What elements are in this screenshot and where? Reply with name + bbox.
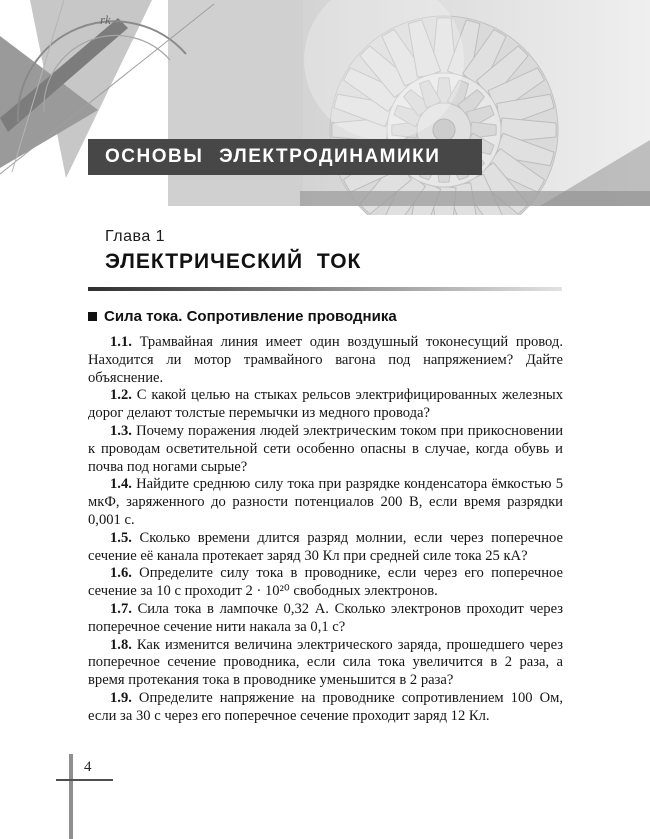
gradient-rule [88, 287, 562, 291]
chapter-heading [105, 228, 361, 274]
part-title: ОСНОВЫ ЭЛЕКТРОДИНАМИКИ [105, 146, 441, 167]
section-title: Сила тока. Сопротивление проводника [104, 308, 397, 325]
problem-text: Трамвайная линия имеет один воздушный токонесущий провод. Находится ли мотор трамвайного вагона под напряжением? Дайте объяснение. [88, 334, 563, 386]
problem-item [88, 601, 563, 637]
problem-text: Сила тока в лампочке 0,32 А. Сколько электронов проходит через поперечное сечение нити накала за 0,1 с? [88, 600, 563, 635]
problem-item [88, 530, 563, 566]
header-collage [0, 0, 650, 215]
print-mark-vertical [69, 754, 73, 839]
problem-text: С какой целью на стыках рельсов электрифицированных железных дорог делают толстые перемычки из медного провода? [88, 387, 563, 422]
problem-number: 1.3. [110, 422, 132, 439]
problem-item [88, 423, 563, 476]
problem-number: 1.7. [110, 600, 132, 617]
problem-number: 1.2. [110, 387, 132, 404]
problem-text: Определите напряжение на проводнике сопротивлением 100 Ом, если за 30 с через его поперечное сечение проходит заряд 12 Кл. [88, 689, 563, 724]
part-title-banner [88, 139, 482, 175]
problem-text: Как изменится величина электрического заряда, прошедшего через поперечное сечение проводника, если сила тока увеличится в 2 раза, а время протекания тока в проводнике уменьшится в 2 раза? [88, 636, 563, 689]
drawing-annotation: rk [100, 12, 111, 27]
problem-text: Определите силу тока в проводнике, если через его поперечное сечение за 10 с проходит 2 · 10²⁰ свободных электронов. [88, 565, 563, 600]
page-number: 4 [84, 759, 92, 775]
problem-number: 1.8. [110, 636, 132, 653]
problem-item [88, 637, 563, 690]
problem-item [88, 565, 563, 601]
problem-number: 1.4. [110, 476, 132, 493]
problem-item [88, 690, 563, 726]
problem-text: Сколько времени длится разряд молнии, если через поперечное сечение её канала протекает заряд 30 Кл при средней силе тока 25 кА? [88, 529, 563, 564]
problem-item [88, 334, 563, 387]
problem-item [88, 476, 563, 529]
problem-number: 1.1. [110, 334, 132, 350]
square-bullet-icon [88, 312, 97, 321]
problem-item [88, 387, 563, 423]
problem-number: 1.5. [110, 529, 132, 546]
problem-text: Найдите среднюю силу тока при разрядке конденсатора ёмкостью 5 мкФ, заряженного до разности потенциалов 200 В, если время разрядки 0,001 с. [88, 476, 563, 528]
problem-text: Почему поражения людей электрическим током при прикосновении к проводам осветительной сети особенно опасны в случае, когда обувь и почва под ногами сырые? [88, 422, 563, 475]
section-heading [88, 308, 563, 325]
chapter-label: Глава 1 [105, 228, 166, 245]
chapter-title: ЭЛЕКТРИЧЕСКИЙ ТОК [105, 250, 362, 273]
problem-number: 1.6. [110, 565, 132, 582]
problem-number: 1.9. [110, 689, 132, 706]
print-mark-horizontal [56, 779, 113, 781]
content-area [88, 308, 563, 726]
